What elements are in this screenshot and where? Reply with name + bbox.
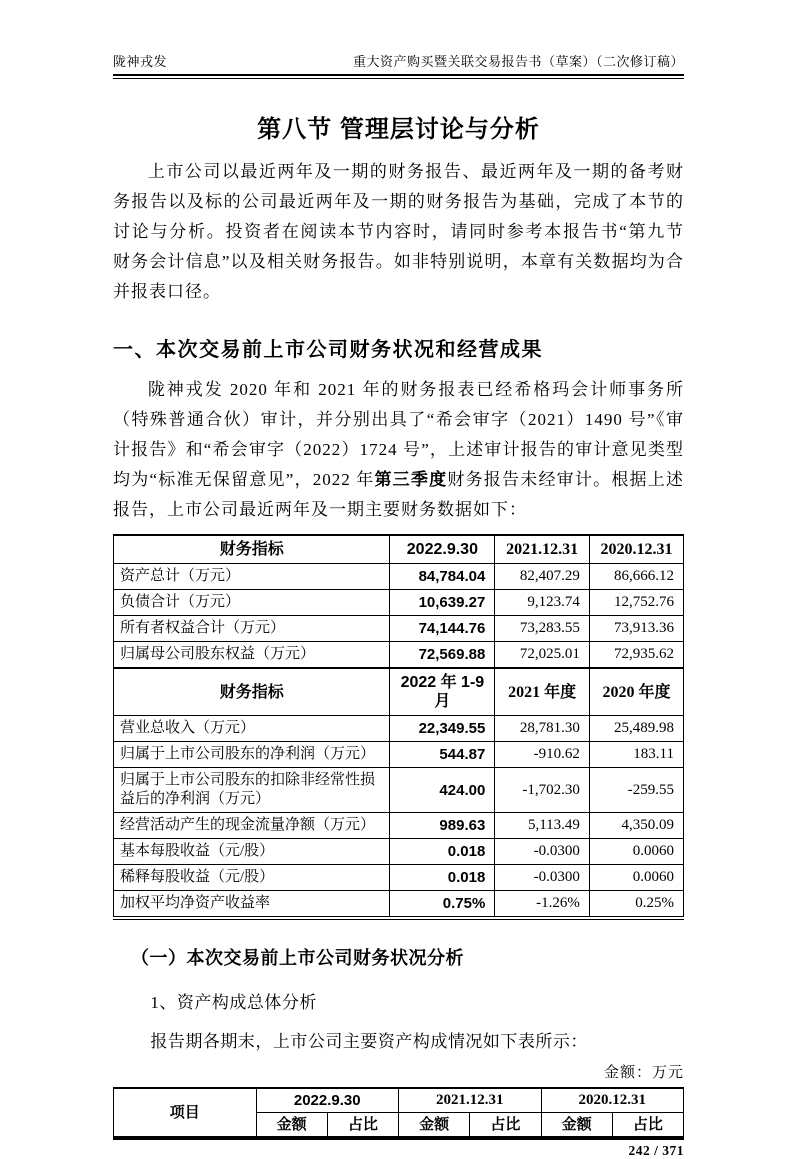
- value-2022: 0.018: [390, 839, 495, 865]
- period-header-2022: 2022.9.30: [256, 1088, 399, 1113]
- header-divider: [113, 74, 684, 79]
- asset-composition-table: [113, 1087, 684, 1140]
- value-2020: 25,489.98: [589, 716, 683, 742]
- row-label: 营业总收入（万元）: [114, 716, 390, 742]
- table-row: [114, 742, 684, 768]
- intro-paragraph: 上市公司以最近两年及一期的财务报告、最近两年及一期的备考财务报告以及标的公司最近两年及一期的财务报告为基础，完成了本节的讨论与分析。投资者在阅读本节内容时，请同时参考本报告书“第九节 财务会计信息”以及相关财务报告。如非特别说明，本章有关数据均为合并报表口径。: [113, 162, 684, 301]
- section-heading-1: 一、本次交易前上市公司财务状况和经营成果: [113, 339, 543, 361]
- value-2021: -1,702.30: [495, 768, 590, 813]
- col-header-item: 项目: [114, 1088, 257, 1138]
- ratio-subheader: 占比: [612, 1113, 683, 1139]
- audit-paragraph-part1: 陇神戎发 2020 年和 2021 年的财务报表已经希格玛会计师事务所（特殊普通合伙）审计，并分别出具了“希会审字（2021）1490 号”《审计报告》和“希会审字（2022）1724 号”，上述审计报告的审计意见类型均为“标准无保留意见”，2022 年: [113, 380, 684, 489]
- table-row: [114, 839, 684, 865]
- value-2020: 0.25%: [589, 891, 683, 919]
- header-doc-title: 重大资产购买暨关联交易报告书（草案）（二次修订稿）: [352, 54, 684, 69]
- table-row: [114, 590, 684, 616]
- value-2022: 0.018: [390, 865, 495, 891]
- table-row: [114, 865, 684, 891]
- period-header-2021: 2021.12.31: [399, 1088, 542, 1113]
- value-2021: 5,113.49: [495, 813, 590, 839]
- value-2020: 183.11: [589, 742, 683, 768]
- row-label: 加权平均净资产收益率: [114, 891, 390, 919]
- table-row: [114, 616, 684, 642]
- value-2022: 84,784.04: [390, 564, 495, 590]
- value-2021: 82,407.29: [495, 564, 590, 590]
- period-header-2020: 2020.12.31: [541, 1088, 684, 1113]
- table-lead-in: 报告期各期末，上市公司主要资产构成情况如下表所示：: [150, 1032, 588, 1051]
- col-header-2020-year: 2020 年度: [589, 668, 683, 716]
- value-2021: -0.0300: [495, 865, 590, 891]
- col-header-2021-year: 2021 年度: [495, 668, 590, 716]
- page-number: 242 / 371: [628, 1143, 684, 1158]
- row-label: 经营活动产生的现金流量净额（万元）: [114, 813, 390, 839]
- row-label: 归属于上市公司股东的扣除非经常性损益后的净利润（万元）: [114, 768, 390, 813]
- table-row: [114, 813, 684, 839]
- value-2021: 73,283.55: [495, 616, 590, 642]
- value-2020: 0.0060: [589, 839, 683, 865]
- row-label: 负债合计（万元）: [114, 590, 390, 616]
- table-row: [114, 564, 684, 590]
- table-row: [114, 716, 684, 742]
- row-label: 归属于上市公司股东的净利润（万元）: [114, 742, 390, 768]
- row-label: 资产总计（万元）: [114, 564, 390, 590]
- value-2021: -0.0300: [495, 839, 590, 865]
- value-2021: -1.26%: [495, 891, 590, 919]
- period-header-row: [114, 1088, 684, 1113]
- value-2020: 86,666.12: [589, 564, 683, 590]
- header-company-name: 陇神戎发: [113, 54, 168, 69]
- value-2020: 0.0060: [589, 865, 683, 891]
- ratio-subheader: 占比: [470, 1113, 541, 1139]
- audit-paragraph-bold-term: 第三季度: [374, 470, 448, 489]
- unit-note: 金额：万元: [603, 1065, 684, 1081]
- value-2020: 73,913.36: [589, 616, 683, 642]
- value-2022: 72,569.88: [390, 642, 495, 669]
- value-2022: 0.75%: [390, 891, 495, 919]
- value-2022: 22,349.55: [390, 716, 495, 742]
- value-2020: 4,350.09: [589, 813, 683, 839]
- row-label: 稀释每股收益（元/股）: [114, 865, 390, 891]
- value-2022: 424.00: [390, 768, 495, 813]
- sub-heading-asset-analysis: 1、资产构成总体分析: [150, 993, 317, 1012]
- running-header: [113, 51, 684, 74]
- table-row: [114, 642, 684, 669]
- value-2021: 9,123.74: [495, 590, 590, 616]
- row-label: 所有者权益合计（万元）: [114, 616, 390, 642]
- col-header-2021: 2021.12.31: [495, 535, 590, 564]
- row-label: 归属母公司股东权益（万元）: [114, 642, 390, 669]
- amount-subheader: 金额: [256, 1113, 327, 1139]
- table-row: [114, 891, 684, 919]
- income-header-row: [114, 668, 684, 716]
- col-header-indicator: 财务指标: [114, 668, 390, 716]
- value-2020: 72,935.62: [589, 642, 683, 669]
- table-row: [114, 768, 684, 813]
- value-2022: 989.63: [390, 813, 495, 839]
- value-2021: 72,025.01: [495, 642, 590, 669]
- chapter-title: 第八节 管理层讨论与分析: [257, 116, 540, 143]
- col-header-2022: 2022.9.30: [390, 535, 495, 564]
- audit-paragraph-part2: 财务报告未经审计。根据上述报告，上市公司最近两年及一期主要财务数据如下：: [113, 470, 685, 519]
- value-2020: 12,752.76: [589, 590, 683, 616]
- col-header-2020: 2020.12.31: [589, 535, 683, 564]
- value-2021: 28,781.30: [495, 716, 590, 742]
- amount-subheader: 金额: [399, 1113, 470, 1139]
- col-header-indicator: 财务指标: [114, 535, 390, 564]
- value-2020: -259.55: [589, 768, 683, 813]
- audit-paragraph: [113, 375, 684, 525]
- value-2021: -910.62: [495, 742, 590, 768]
- value-2022: 544.87: [390, 742, 495, 768]
- amount-subheader: 金额: [541, 1113, 612, 1139]
- value-2022: 74,144.76: [390, 616, 495, 642]
- balance-header-row: [114, 535, 684, 564]
- value-2022: 10,639.27: [390, 590, 495, 616]
- ratio-subheader: 占比: [327, 1113, 398, 1139]
- section-heading-2: （一）本次交易前上市公司财务状况分析: [131, 948, 464, 968]
- col-header-2022-period: 2022 年 1-9 月: [390, 668, 495, 716]
- financial-data-table: [113, 534, 684, 920]
- row-label: 基本每股收益（元/股）: [114, 839, 390, 865]
